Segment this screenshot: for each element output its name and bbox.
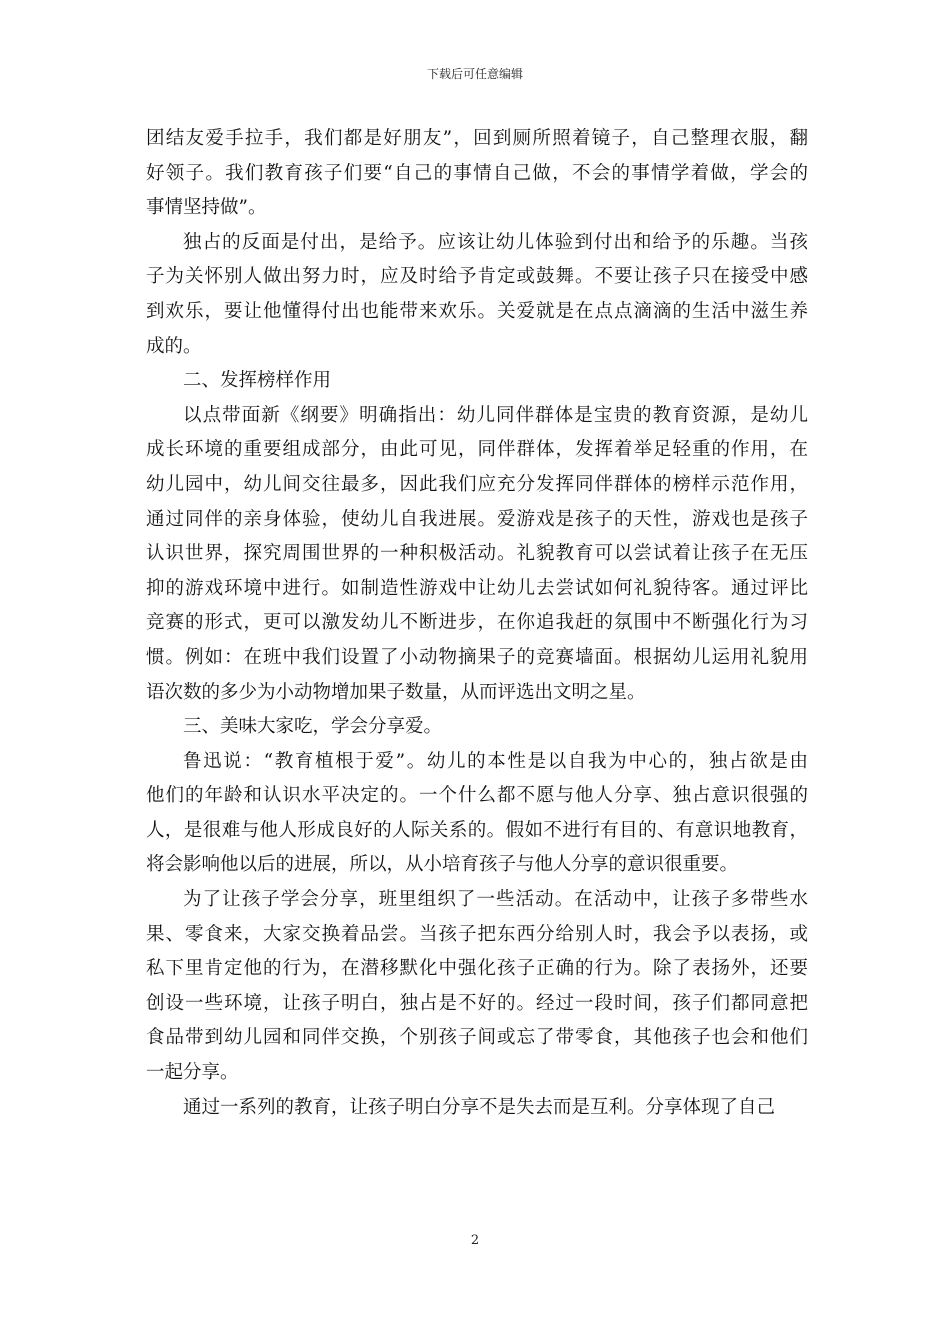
text-line: 以点带面新《纲要》明确指出：幼儿同伴群体是宝贵的教育资源，是幼儿 [183, 404, 808, 426]
text-line: 人，是很难与他人形成良好的人际关系的。假如不进行有目的、有意识地教育， [146, 819, 808, 841]
text-line: 认识世界，探究周围世界的一种积极活动。礼貌教育可以尝试着让孩子在无压 [146, 543, 808, 565]
paragraph [146, 745, 808, 883]
text-line: 团结友爱手拉手，我们都是好朋友”，回到厕所照着镜子，自己整理衣服，翻 [146, 128, 808, 149]
text-line: 创设一些环境，让孩子明白，独占是不好的。经过一段时间，孩子们都同意把 [146, 992, 808, 1014]
text-line: 为了让孩子学会分享，班里组织了一些活动。在活动中，让孩子多带些水 [183, 889, 808, 911]
text-line: 二、发挥榜样作用 [183, 370, 332, 392]
text-line: 果、零食来，大家交换着品尝。当孩子把东西分给别人时，我会予以表扬，或 [146, 923, 808, 945]
paragraph [146, 710, 808, 745]
text-line: 成长环境的重要组成部分，由此可见，同伴群体，发挥着举足轻重的作用，在 [146, 439, 808, 461]
text-line: 鲁迅说：“教育植根于爱”。幼儿的本性是以自我为中心的，独占欲是由 [183, 750, 808, 772]
text-line: 独占的反面是付出，是给予。应该让幼儿体验到付出和给予的乐趣。当孩 [183, 231, 808, 253]
paragraph [146, 1091, 808, 1126]
text-line: 抑的游戏环境中进行。如制造性游戏中让幼儿去尝试如何礼貌待客。通过评比 [146, 577, 808, 599]
page-number: 2 [470, 1233, 480, 1248]
paragraph [146, 122, 808, 226]
paragraph [146, 883, 808, 1091]
text-line: 通过同伴的亲身体验，使幼儿自我进展。爱游戏是孩子的天性，游戏也是孩子 [146, 508, 808, 530]
paragraph [146, 364, 808, 399]
text-line: 子为关怀别人做出努力时，应及时给予肯定或鼓舞。不要让孩子只在接受中感 [146, 266, 808, 288]
text-line: 通过一系列的教育，让孩子明白分享不是失去而是互利。分享体现了自己 [183, 1096, 776, 1118]
text-line: 私下里肯定他的行为，在潜移默化中强化孩子正确的行为。除了表扬外，还要 [146, 958, 808, 980]
text-line: 好领子。我们教育孩子们要“自己的事情自己做，不会的事情学着做，学会的 [146, 162, 808, 184]
text-line: 事情坚持做”。 [146, 197, 267, 219]
text-line: 成的。 [146, 335, 202, 357]
text-line: 他们的年龄和认识水平决定的。一个什么都不愿与他人分享、独占意识很强的 [146, 785, 808, 807]
text-line: 竞赛的形式，更可以激发幼儿不断进步，在你追我赶的氛围中不断强化行为习 [146, 612, 808, 634]
text-line: 将会影响他以后的进展，所以，从小培育孩子与他人分享的意识很重要。 [146, 854, 739, 876]
paragraph [146, 226, 808, 364]
text-line: 幼儿园中，幼儿间交往最多，因此我们应充分发挥同伴群体的榜样示范作用， [146, 473, 808, 495]
text-line: 三、美味大家吃，学会分享爱。 [183, 716, 443, 738]
text-line: 惯。例如：在班中我们设置了小动物摘果子的竞赛墙面。根据幼儿运用礼貌用 [146, 646, 808, 668]
text-line: 到欢乐，要让他懂得付出也能带来欢乐。关爱就是在点点滴滴的生活中滋生养 [146, 300, 808, 322]
text-line: 语次数的多少为小动物增加果子数量，从而评选出文明之星。 [146, 681, 646, 703]
text-line: 一起分享。 [146, 1062, 239, 1084]
page-header: 下载后可任意编辑 [426, 67, 523, 81]
text-line: 食品带到幼儿园和同伴交换，个别孩子间或忘了带零食，其他孩子也会和他们 [146, 1027, 808, 1049]
document-body [146, 122, 808, 1125]
paragraph [146, 399, 808, 710]
